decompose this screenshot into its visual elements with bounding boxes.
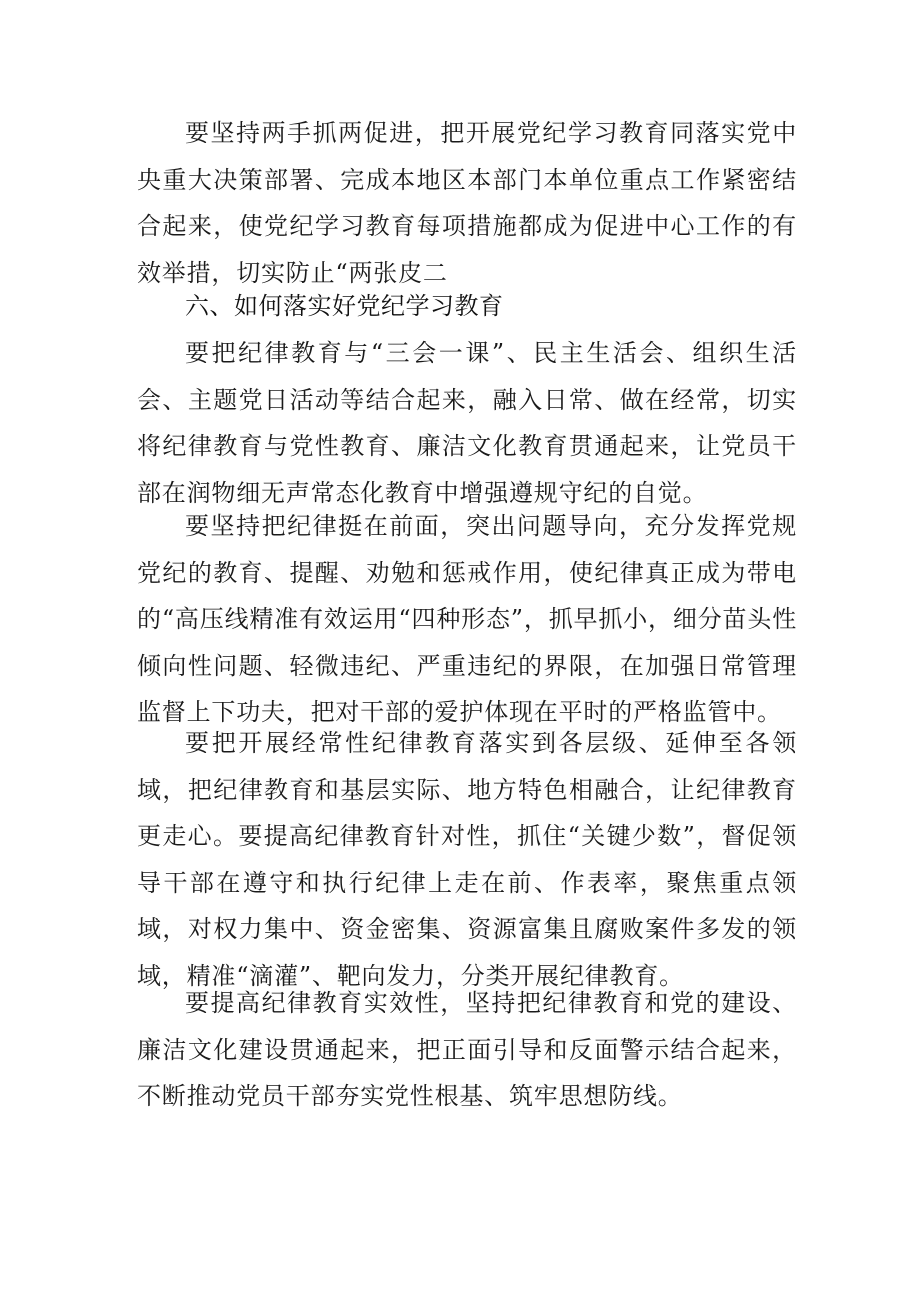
paragraph-effectiveness [137,980,797,1120]
section-heading-block [137,283,797,330]
paragraph-discipline-education [137,330,797,516]
paragraph-text: 要把纪律教育与“三会一课”、民主生活会、组织生活会、主题党日活动等结合起来，融入日常、做在经常，切实将纪律教育与党性教育、廉洁文化教育贯通起来，让党员干部在润物细无声常态化教育中增强遵规守纪的自觉。 [137,339,797,507]
paragraph-two-hands [137,110,797,296]
paragraph-text: 要坚持把纪律挺在前面，突出问题导向，充分发挥党规党纪的教育、提醒、劝勉和惩戒作用，使纪律真正成为带电的“高压线精准有效运用“四种形态”，抓早抓小，细分苗头性倾向性问题、轻微违纪、严重违纪的界限，在加强日常管理监督上下功夫，把对干部的爱护体现在平时的严格监管中。 [137,512,797,726]
paragraph-text: 要坚持两手抓两促进，把开展党纪学习教育同落实党中央重大决策部署、完成本地区本部门本单位重点工作紧密结合起来，使党纪学习教育每项措施都成为促进中心工作的有效举措，切实防止“两张皮二 [137,119,797,287]
paragraph-regular-education [137,720,797,999]
paragraph-text: 要把开展经常性纪律教育落实到各层级、延伸至各领域，把纪律教育和基层实际、地方特色相融合，让纪律教育更走心。要提高纪律教育针对性，抓住“关键少数”，督促领导干部在遵守和执行纪律上走在前、作表率，聚焦重点领域，对权力集中、资金密集、资源富集且腐败案件多发的领域，精准“滴灌”、靶向发力，分类开展纪律教育。 [137,729,797,990]
section-heading: 六、如何落实好党纪学习教育 [185,292,504,320]
paragraph-text: 要提高纪律教育实效性，坚持把纪律教育和党的建设、廉洁文化建设贯通起来，把正面引导和反面警示结合起来，不断推动党员干部夯实党性根基、筑牢思想防线。 [137,989,797,1110]
paragraph-discipline-first [137,503,797,736]
